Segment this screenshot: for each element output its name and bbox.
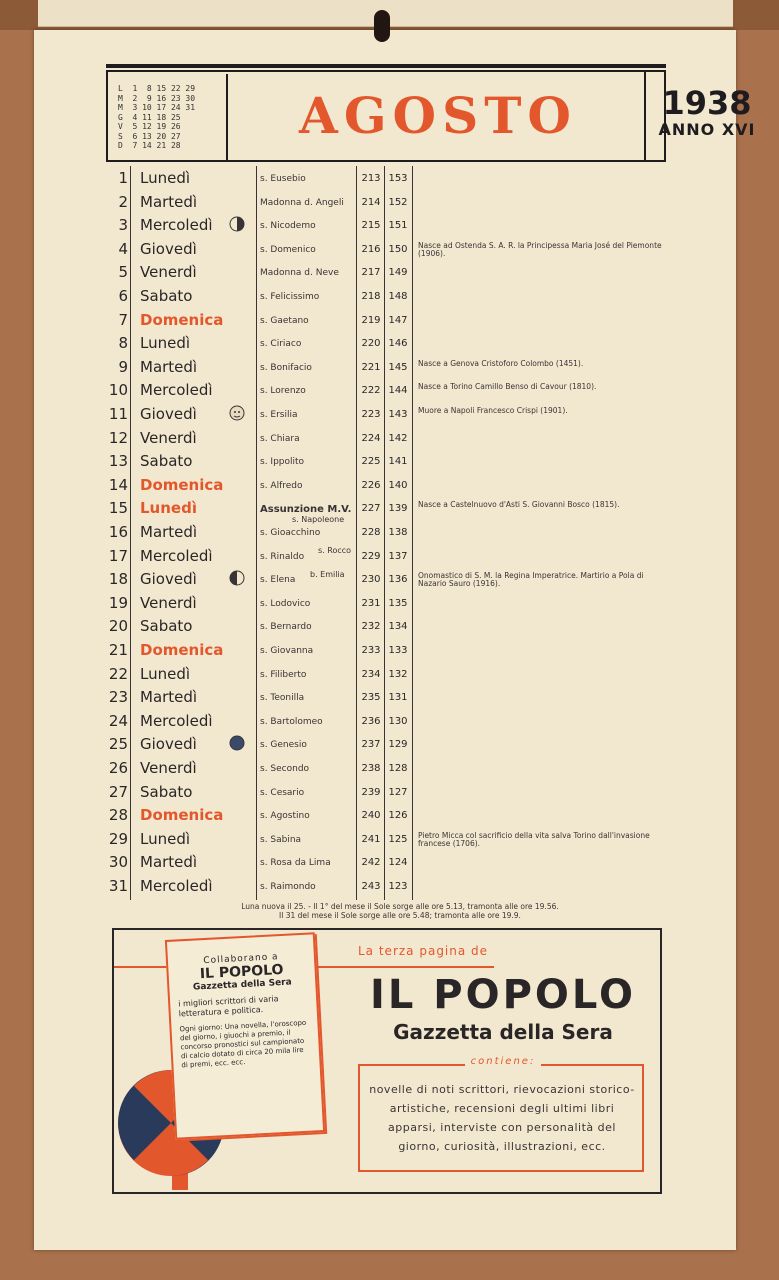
ad-headline: La terza pagina de (358, 944, 489, 958)
hanging-hole (374, 10, 390, 42)
day-of-year: 236 (361, 715, 381, 727)
day-of-year: 227 (361, 503, 381, 515)
mini-calendar-row: M 2 9 16 23 30 (118, 93, 196, 103)
day-number: 3 (118, 216, 128, 235)
day-of-year: 234 (361, 668, 381, 680)
moon-phase-icon (228, 215, 246, 233)
weekday: Lunedì (140, 334, 191, 353)
weekday: Venerdì (140, 263, 197, 282)
days-remaining: 138 (388, 527, 408, 538)
weekday: Giovedì (140, 735, 197, 754)
day-row (106, 544, 666, 568)
saint-name: s. Chiara (260, 433, 300, 444)
days-remaining: 148 (388, 291, 408, 302)
weekday: Venerdì (140, 593, 197, 612)
saint-name: s. Bernardo (260, 622, 312, 633)
saint-name: s. Raimondo (260, 882, 316, 892)
days-remaining: 136 (388, 574, 408, 586)
day-row (106, 520, 666, 544)
day-row (106, 496, 666, 520)
saint-name: s. Agostino (260, 811, 310, 822)
day-number: 16 (108, 523, 128, 541)
day-number: 9 (118, 357, 128, 376)
day-row (106, 284, 666, 308)
days-remaining: 147 (388, 314, 408, 326)
weekday: Domenica (140, 310, 224, 329)
weekday: Mercoledì (140, 546, 213, 565)
moon-phase-icon (228, 404, 246, 422)
footer-line-2: Il 31 del mese il Sole sorge alle ore 5.48; tramonta alle ore 19.9. (279, 911, 521, 920)
day-number: 5 (118, 263, 128, 282)
header-rule (106, 64, 666, 68)
mini-calendar-row: L 1 8 15 22 29 (118, 84, 196, 93)
day-row (106, 803, 666, 827)
day-of-year: 218 (361, 291, 381, 302)
weekday: Lunedì (140, 169, 191, 187)
ad-contains-label (358, 1056, 648, 1067)
day-row (106, 756, 666, 780)
weekday: Domenica (140, 806, 224, 825)
sub-saint-16: s. Rocco (318, 546, 352, 555)
sub-saint-15: s. Napoleone (292, 515, 345, 524)
weekday: Mercoledì (140, 877, 213, 895)
day-of-year: 235 (361, 692, 381, 704)
weekday: Giovedì (140, 405, 197, 423)
weekday: Lunedì (140, 829, 191, 848)
weekday: Giovedì (140, 239, 197, 258)
days-remaining: 143 (388, 409, 408, 420)
day-of-year: 231 (361, 597, 381, 609)
ad-card (165, 932, 325, 1140)
fascist-era: ANNO XVI (658, 120, 756, 139)
days-table (106, 166, 666, 900)
weekday: Martedì (140, 192, 198, 211)
day-row (106, 827, 666, 851)
weekday: Martedì (140, 523, 198, 541)
saint-name: s. Sabina (260, 834, 302, 845)
day-row (106, 190, 666, 214)
day-of-year: 222 (361, 385, 381, 397)
day-of-year: 238 (361, 763, 381, 774)
day-row (106, 732, 666, 756)
day-number: 25 (108, 735, 128, 754)
day-number: 11 (108, 405, 128, 423)
saint-name: Madonna d. Neve (260, 268, 339, 279)
days-remaining: 127 (388, 786, 408, 798)
day-of-year: 230 (361, 574, 381, 586)
days-remaining: 140 (388, 479, 408, 491)
day-row (106, 473, 666, 497)
day-row (106, 662, 666, 686)
day-of-year: 225 (361, 456, 381, 468)
saint-name: s. Giovanna (260, 646, 314, 656)
days-remaining: 124 (388, 857, 408, 869)
days-remaining: 150 (388, 243, 408, 255)
saint-name: Assunzione M.V. (260, 504, 352, 516)
day-number: 27 (108, 782, 128, 801)
saint-name: s. Gaetano (260, 315, 309, 326)
weekday: Sabato (140, 287, 193, 305)
month-title: AGOSTO (232, 72, 646, 160)
saint-name: s. Lodovico (260, 598, 311, 609)
day-of-year: 240 (361, 810, 381, 822)
sub-saint-17: b. Emilia (310, 570, 345, 579)
day-of-year: 233 (361, 645, 381, 656)
weekday: Mercoledì (140, 711, 213, 730)
saint-name: s. Teonilla (260, 693, 305, 704)
weekday: Lunedì (140, 664, 191, 683)
days-remaining: 128 (388, 763, 408, 774)
days-remaining: 134 (388, 621, 408, 633)
day-number: 28 (108, 806, 128, 825)
anniversary-note: Muore a Napoli Francesco Crispi (1901). (418, 406, 568, 415)
weekday: Martedì (140, 688, 198, 707)
anniversary-note: Nasce a Torino Camillo Benso di Cavour (1810). (418, 382, 597, 392)
days-remaining: 144 (388, 385, 408, 397)
saint-name: s. Domenico (260, 244, 316, 255)
anniversary-note: Nasce a Castelnuovo d'Asti S. Giovanni Bosco (1815). (418, 500, 620, 510)
day-number: 23 (108, 688, 128, 707)
mini-calendar-row: S 6 13 20 27 (118, 131, 181, 141)
saint-name: s. Rinaldo (260, 551, 305, 562)
card-title: IL POPOLO (199, 961, 284, 983)
day-row (106, 614, 666, 638)
sun-moon-notes (160, 902, 640, 920)
anniversary-note: Onomastico di S. M. la Regina Imperatrice. Martirio a Pola di Nazario Sauro (1916). (418, 571, 644, 589)
saint-name: s. Bonifacio (260, 362, 312, 373)
card-daily: Ogni giorno: Una novella, l'oroscopo del giorno, i giuochi a premio, il concorso pronostici sul campionato di calcio dotato di circa 20 mila lire di premi, ecc. ecc. (179, 1018, 307, 1070)
day-number: 2 (118, 192, 128, 211)
mini-calendar-row: M 3 10 17 24 31 (118, 103, 196, 112)
days-remaining: 152 (388, 196, 408, 208)
anniversary-note: Pietro Micca col sacrificio della vita salva Torino dall'invasione francese (1706). (418, 830, 650, 848)
days-remaining: 133 (388, 645, 408, 656)
weekday: Venerdì (140, 428, 197, 447)
card-collaborano: Collaborano a (203, 952, 279, 967)
day-of-year: 221 (361, 361, 381, 373)
day-of-year: 215 (361, 220, 381, 232)
days-remaining: 145 (388, 361, 408, 373)
day-row (106, 378, 666, 402)
mini-calendar (110, 74, 228, 160)
day-number: 6 (118, 287, 128, 305)
day-of-year: 213 (361, 173, 381, 184)
day-number: 1 (118, 169, 128, 187)
day-number: 24 (108, 711, 128, 730)
day-number: 15 (108, 499, 128, 518)
weekday: Domenica (140, 641, 224, 659)
day-of-year: 219 (361, 314, 381, 326)
year-block (648, 86, 766, 139)
day-of-year: 237 (361, 739, 381, 751)
day-row (106, 567, 666, 591)
day-number: 4 (118, 239, 128, 258)
weekday: Sabato (140, 617, 193, 636)
saint-name: s. Lorenzo (260, 386, 306, 397)
day-of-year: 229 (361, 550, 381, 562)
day-of-year: 214 (361, 196, 381, 208)
day-of-year: 243 (361, 881, 381, 892)
year-number: 1938 (662, 84, 752, 122)
day-row (106, 237, 666, 261)
moon-phase-icon (228, 734, 246, 752)
day-of-year: 241 (361, 833, 381, 845)
day-row (106, 260, 666, 284)
day-row (106, 331, 666, 355)
contains-text: contiene: (465, 1056, 542, 1067)
weekday: Martedì (140, 357, 198, 376)
day-number: 19 (108, 593, 128, 612)
day-row (106, 355, 666, 379)
weekday: Venerdì (140, 759, 197, 777)
day-row (106, 426, 666, 450)
days-remaining: 151 (388, 220, 408, 232)
saint-name: s. Eusebio (260, 174, 306, 184)
il-popolo-advertisement (112, 928, 662, 1194)
days-remaining: 142 (388, 432, 408, 444)
days-remaining: 153 (388, 173, 408, 184)
day-of-year: 220 (361, 338, 381, 350)
day-number: 22 (108, 664, 128, 683)
days-remaining: 139 (388, 503, 408, 515)
day-number: 20 (108, 617, 128, 636)
calendar-header (106, 70, 756, 162)
weekday: Sabato (140, 452, 193, 471)
day-number: 18 (108, 570, 128, 589)
saint-name: s. Filiberto (260, 669, 307, 680)
days-remaining: 135 (388, 597, 408, 609)
day-of-year: 228 (361, 527, 381, 538)
day-number: 10 (108, 381, 128, 400)
day-number: 21 (108, 641, 128, 659)
day-number: 13 (108, 452, 128, 471)
days-remaining: 131 (388, 692, 408, 704)
anniversary-note: Nasce ad Ostenda S. A. R. la Principessa Maria José del Piemonte (1906). (418, 240, 662, 258)
day-row (106, 709, 666, 733)
weekday: Martedì (140, 853, 198, 872)
weekday: Lunedì (140, 499, 197, 518)
day-of-year: 223 (361, 409, 381, 420)
saint-name: s. Bartolomeo (260, 716, 323, 727)
saint-name: s. Rosa da Lima (260, 858, 331, 869)
saint-name: s. Alfredo (260, 480, 303, 491)
weekday: Giovedì (140, 570, 197, 589)
ad-title: IL POPOLO (369, 972, 636, 1018)
day-row (106, 685, 666, 709)
saint-name: s. Elena (260, 575, 296, 586)
day-number: 12 (108, 428, 128, 447)
day-number: 31 (108, 877, 128, 895)
day-number: 29 (108, 829, 128, 848)
saint-name: s. Secondo (260, 764, 310, 774)
day-of-year: 242 (361, 857, 381, 869)
saint-name: s. Ippolito (260, 457, 305, 468)
day-row (106, 874, 666, 898)
days-remaining: 130 (388, 715, 408, 727)
day-number: 17 (108, 546, 128, 565)
days-remaining: 141 (388, 456, 408, 468)
day-of-year: 224 (361, 432, 381, 444)
days-remaining: 126 (388, 810, 408, 822)
saint-name: s. Felicissimo (260, 292, 320, 302)
days-remaining: 146 (388, 338, 408, 350)
day-row (106, 850, 666, 874)
day-row (106, 591, 666, 615)
saint-name: s. Ersilia (260, 410, 298, 420)
day-row (106, 638, 666, 662)
saint-name: s. Gioacchino (260, 528, 321, 538)
day-row (106, 449, 666, 473)
days-remaining: 149 (388, 267, 408, 279)
weekday: Mercoledì (140, 381, 213, 400)
weekday: Sabato (140, 782, 193, 801)
ad-description: novelle di noti scrittori, rievocazioni storico-artistiche, recensioni degli ultimi libri apparsi, interviste con personalità del giorno, curiosità, illustrazioni, ecc. (369, 1083, 635, 1153)
day-of-year: 226 (361, 479, 381, 491)
day-row (106, 402, 666, 426)
weekday: Domenica (140, 475, 224, 494)
day-number: 14 (108, 475, 128, 494)
day-number: 26 (108, 759, 128, 777)
day-of-year: 232 (361, 621, 381, 633)
day-of-year: 217 (361, 267, 381, 279)
weekday: Mercoledì (140, 216, 213, 235)
day-of-year: 216 (361, 243, 381, 255)
days-remaining: 123 (388, 881, 408, 892)
day-row (106, 213, 666, 237)
day-number: 8 (118, 334, 128, 353)
day-number: 30 (108, 853, 128, 872)
days-remaining: 132 (388, 668, 408, 680)
day-row (106, 780, 666, 804)
anniversary-note: Nasce a Genova Cristoforo Colombo (1451). (418, 358, 584, 368)
mini-calendar-row: G 4 11 18 25 (118, 112, 181, 122)
card-subtitle: Gazzetta della Sera (192, 977, 292, 993)
day-number: 7 (118, 310, 128, 329)
days-remaining: 137 (388, 550, 408, 562)
day-row (106, 308, 666, 332)
days-remaining: 125 (388, 833, 408, 845)
moon-phase-icon (228, 569, 246, 587)
ad-subtitle: Gazzetta della Sera (393, 1020, 613, 1044)
mini-calendar-row: D 7 14 21 28 (118, 141, 181, 150)
card-writers: i migliori scrittori di varia letteratura e politica. (177, 994, 279, 1019)
footer-line-1: Luna nuova il 25. - Il 1° del mese il Sole sorge alle ore 5.13, tramonta alle ore 19.56. (241, 902, 559, 911)
saint-name: s. Genesio (260, 740, 307, 751)
saint-name: Madonna d. Angeli (260, 197, 344, 208)
mini-calendar-row: V 5 12 19 26 (118, 122, 181, 131)
saint-name: s. Cesario (260, 787, 305, 798)
day-row (106, 166, 666, 190)
saint-name: s. Nicodemo (260, 221, 316, 232)
day-of-year: 239 (361, 786, 381, 798)
days-remaining: 129 (388, 739, 408, 751)
saint-name: s. Ciriaco (260, 339, 302, 350)
